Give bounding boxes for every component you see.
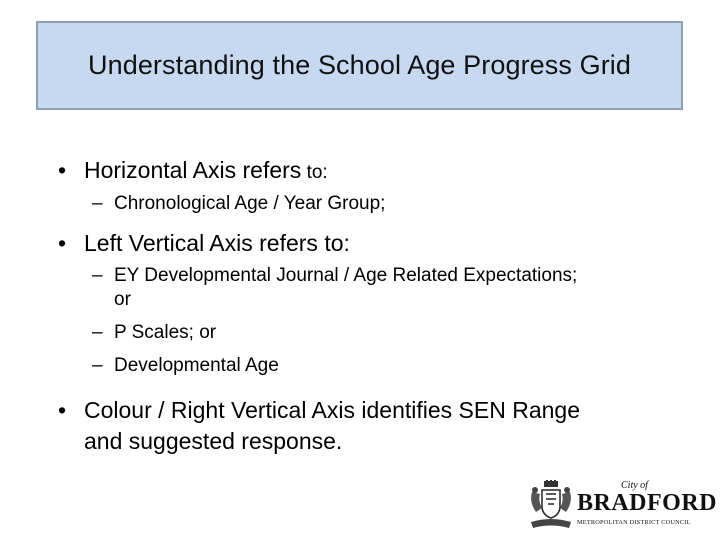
bullet-text: Left Vertical Axis refers to: xyxy=(84,230,350,256)
sub-text: P Scales; or xyxy=(114,322,217,343)
logo-city-text: City of xyxy=(621,480,648,491)
sub-marker: – xyxy=(92,193,103,214)
sub-text-line: or xyxy=(114,289,131,310)
slide-title: Understanding the School Age Progress Grid xyxy=(87,50,631,80)
bullet-marker: • xyxy=(58,230,67,256)
bullet-text-line: Colour / Right Vertical Axis identifies SEN Range xyxy=(84,397,581,423)
bullet-text xyxy=(84,155,328,188)
sub-item xyxy=(92,192,385,216)
sub-text: Chronological Age / Year Group; xyxy=(114,193,386,214)
bullet-text-suffix: to: xyxy=(301,162,328,183)
bullet-marker: • xyxy=(58,157,67,183)
bullet-item xyxy=(58,155,328,188)
sub-item xyxy=(92,321,216,345)
bullet-text xyxy=(84,395,580,457)
bullet-item xyxy=(58,395,580,457)
sub-marker: – xyxy=(92,355,103,376)
logo-name-text: BRADFORD xyxy=(577,490,717,516)
bradford-crest-icon xyxy=(528,480,574,532)
bullet-text-line: and suggested response. xyxy=(84,428,343,454)
sub-marker: – xyxy=(92,265,103,286)
sub-text-line: EY Developmental Journal / Age Related Expectations; xyxy=(114,265,578,286)
sub-marker: – xyxy=(92,322,103,343)
sub-item xyxy=(92,264,577,312)
sub-text: Developmental Age xyxy=(114,355,279,376)
bullet-marker: • xyxy=(58,397,67,423)
bullet-text-main: Horizontal Axis refers xyxy=(84,157,302,183)
sub-item xyxy=(92,354,279,378)
logo-council-text: METROPOLITAN DISTRICT COUNCIL xyxy=(577,519,691,526)
bradford-council-logo xyxy=(528,480,717,532)
bullet-item xyxy=(58,228,350,259)
sub-text xyxy=(114,264,577,312)
